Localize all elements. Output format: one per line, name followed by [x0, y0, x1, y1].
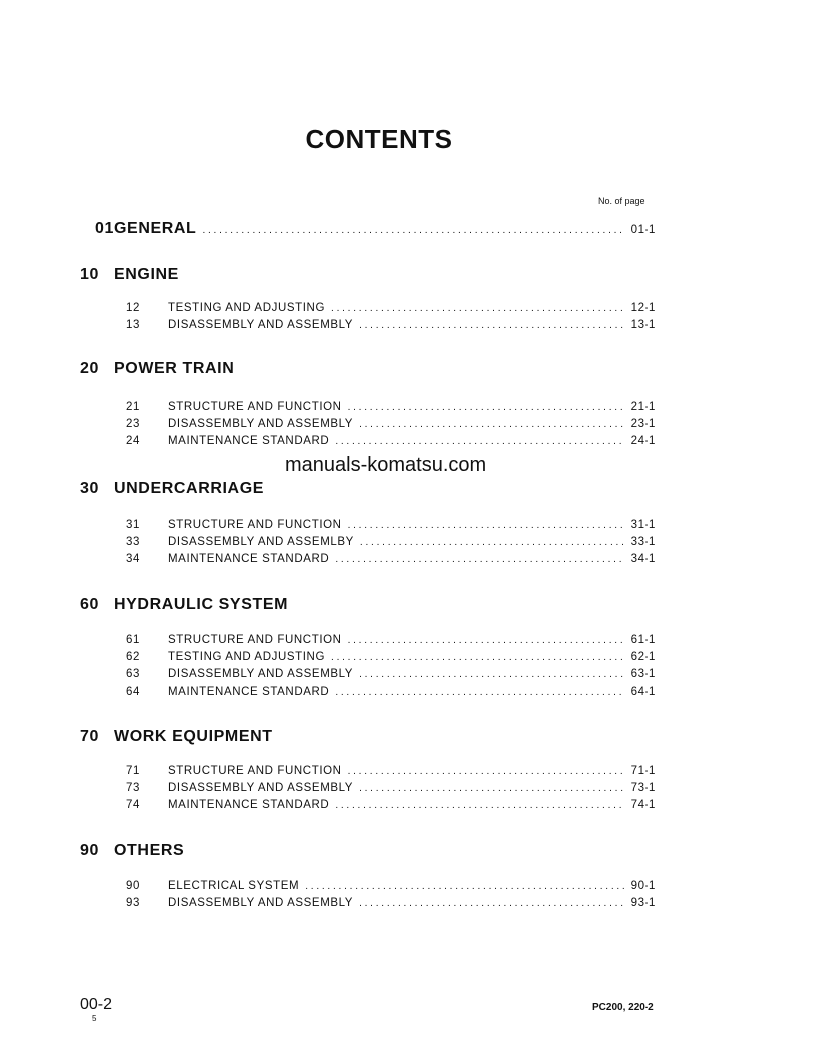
leader-dots [348, 520, 625, 531]
toc-entry[interactable] [80, 536, 656, 552]
entry-number: 62 [126, 651, 140, 664]
page-number: 73-1 [630, 782, 656, 795]
page-number: 12-1 [630, 302, 656, 314]
leader-dots [359, 320, 625, 331]
page-number: 93-1 [630, 897, 656, 910]
section-number: 60 [80, 596, 99, 613]
entry-label: DISASSEMBLY AND ASSEMLBY [168, 536, 354, 549]
entry-label: ELECTRICAL SYSTEM [168, 880, 300, 892]
revision-mark: 5 [92, 1014, 97, 1023]
entry-label: STRUCTURE AND FUNCTION [168, 634, 342, 646]
entry-label: DISASSEMBLY AND ASSEMBLY [168, 418, 354, 431]
toc-entry[interactable] [80, 880, 656, 896]
entry-number: 31 [126, 519, 140, 531]
section-heading [80, 842, 184, 860]
toc-entry[interactable] [80, 553, 656, 569]
entry-label: DISASSEMBLY AND ASSEMBLY [168, 782, 354, 795]
toc-entry[interactable] [80, 686, 656, 702]
toc-entry[interactable] [80, 634, 656, 650]
section-number: 90 [80, 842, 99, 859]
leader-dots [335, 687, 624, 698]
section-label: GENERAL [114, 220, 197, 237]
entry-label: TESTING AND ADJUSTING [168, 302, 326, 314]
section-label: HYDRAULIC SYSTEM [114, 596, 289, 613]
section-label: UNDERCARRIAGE [114, 480, 265, 497]
section-label: WORK EQUIPMENT [114, 728, 273, 745]
page-title: CONTENTS [305, 124, 453, 154]
entry-label: STRUCTURE AND FUNCTION [168, 519, 342, 531]
entry-label: MAINTENANCE STANDARD [168, 553, 330, 566]
page-number: 74-1 [630, 799, 656, 812]
toc-entry[interactable] [80, 319, 656, 335]
leader-dots [359, 669, 625, 680]
section-heading [80, 266, 179, 284]
toc-entry[interactable] [80, 799, 656, 815]
entry-number: 73 [126, 782, 140, 795]
leader-dots [348, 402, 625, 413]
section-label: POWER TRAIN [114, 360, 235, 377]
leader-dots [331, 652, 625, 663]
page-number: 90-1 [630, 880, 656, 892]
entry-label: STRUCTURE AND FUNCTION [168, 401, 342, 413]
footer-model: PC200, 220-2 [592, 1002, 654, 1013]
section-number: 70 [80, 728, 99, 745]
page-number: 33-1 [630, 536, 656, 549]
section-heading [80, 596, 288, 614]
entry-label: MAINTENANCE STANDARD [168, 685, 330, 698]
leader-dots [335, 554, 624, 565]
entry-label: TESTING AND ADJUSTING [168, 651, 326, 664]
section-label: OTHERS [114, 842, 185, 859]
page-number: 62-1 [630, 651, 656, 664]
entry-number: 12 [126, 302, 140, 314]
section-number: 20 [80, 360, 99, 377]
footer-page-number: 00-2 [80, 996, 113, 1013]
watermark: manuals-komatsu.com [285, 454, 487, 476]
toc-entry[interactable] [80, 668, 656, 684]
entry-number: 24 [126, 435, 140, 448]
toc-entry[interactable] [80, 302, 656, 318]
toc-entry[interactable] [80, 765, 656, 781]
entry-number: 23 [126, 418, 140, 431]
entry-number: 64 [126, 685, 140, 698]
leader-dots [305, 881, 624, 892]
section-heading [80, 728, 273, 746]
section-label: ENGINE [114, 266, 179, 283]
entry-number: 13 [126, 319, 140, 332]
toc-entry[interactable] [80, 418, 656, 434]
no-of-page-label: No. of page [598, 196, 645, 206]
section-number: 10 [80, 266, 99, 283]
leader-dots [335, 800, 624, 811]
entry-number: 71 [126, 765, 140, 777]
entry-number: 74 [126, 799, 140, 812]
entry-number: 90 [126, 880, 140, 892]
section-heading [80, 360, 234, 378]
toc-entry[interactable] [80, 435, 656, 451]
page-number: 34-1 [630, 553, 656, 566]
toc-entry[interactable] [80, 897, 656, 913]
entry-label: DISASSEMBLY AND ASSEMBLY [168, 897, 354, 910]
entry-number: 93 [126, 897, 140, 910]
page-number: 23-1 [630, 418, 656, 431]
entry-number: 34 [126, 553, 140, 566]
toc-entry-general[interactable] [80, 220, 656, 240]
page-number: 61-1 [630, 634, 656, 646]
toc-entry[interactable] [80, 401, 656, 417]
leader-dots [348, 635, 625, 646]
page-number: 13-1 [630, 319, 656, 332]
entry-number: 33 [126, 536, 140, 549]
leader-dots [359, 419, 625, 430]
entry-label: DISASSEMBLY AND ASSEMBLY [168, 668, 354, 681]
entry-number: 61 [126, 634, 140, 646]
leader-dots [359, 783, 625, 794]
page-number: 71-1 [630, 765, 656, 777]
leader-dots [202, 225, 624, 236]
entry-number: 21 [126, 401, 140, 413]
leader-dots [331, 303, 625, 314]
page-number: 21-1 [630, 401, 656, 413]
page-number: 31-1 [630, 519, 656, 531]
section-number: 01 [95, 220, 114, 237]
page-number: 24-1 [630, 435, 656, 448]
entry-label: STRUCTURE AND FUNCTION [168, 765, 342, 777]
toc-entry[interactable] [80, 651, 656, 667]
toc-entry[interactable] [80, 782, 656, 798]
entry-number: 63 [126, 668, 140, 681]
entry-label: MAINTENANCE STANDARD [168, 799, 330, 812]
page-number: 64-1 [630, 685, 656, 698]
leader-dots [348, 766, 625, 777]
entry-label: DISASSEMBLY AND ASSEMBLY [168, 319, 354, 332]
section-heading [80, 480, 264, 498]
page-number: 01-1 [630, 224, 656, 236]
page-number: 63-1 [630, 668, 656, 681]
toc-entry[interactable] [80, 519, 656, 535]
section-number: 30 [80, 480, 99, 497]
leader-dots [335, 436, 624, 447]
leader-dots [360, 537, 625, 548]
leader-dots [359, 898, 625, 909]
entry-label: MAINTENANCE STANDARD [168, 435, 330, 448]
